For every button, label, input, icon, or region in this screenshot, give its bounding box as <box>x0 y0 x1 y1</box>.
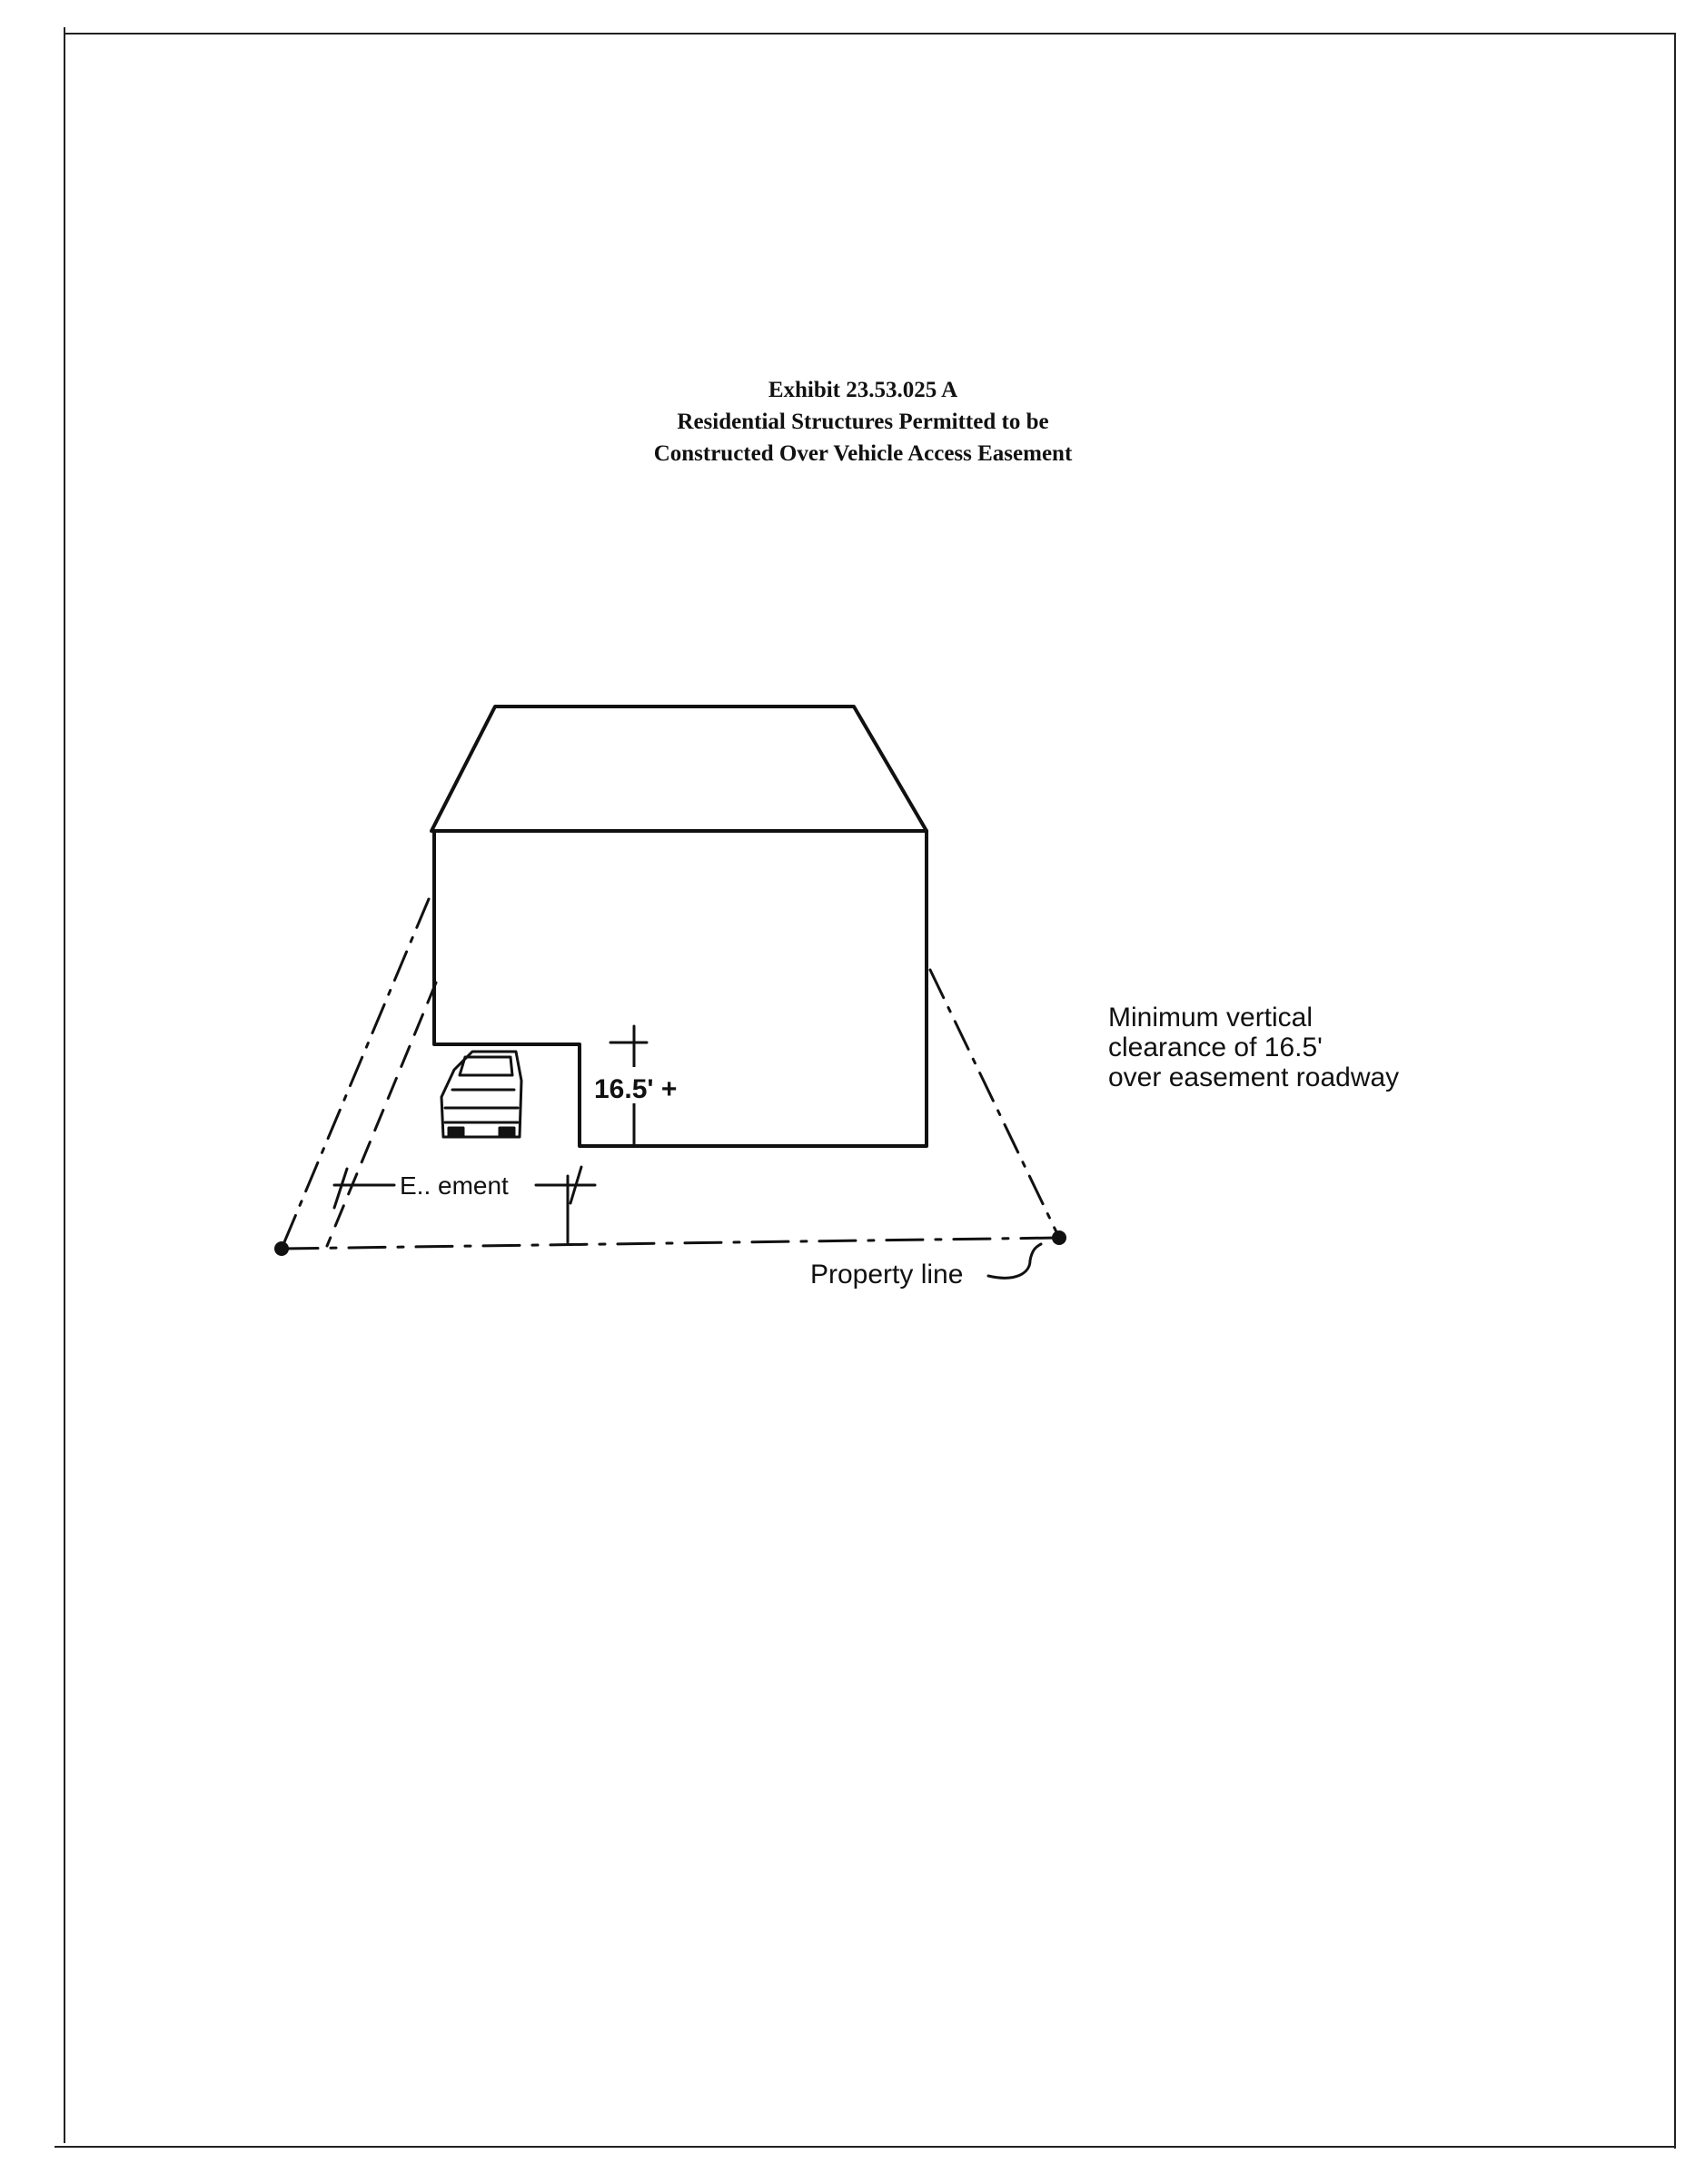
easement-inner-boundary <box>327 983 436 1246</box>
clearance-dimension-label: 16.5' + <box>594 1074 678 1104</box>
easement-label: E.. ement <box>400 1171 509 1200</box>
exhibit-title-line-1: Residential Structures Permitted to be <box>677 410 1049 434</box>
exhibit-title-line-2: Constructed Over Vehicle Access Easement <box>653 441 1073 466</box>
clearance-note-line-1: Minimum vertical <box>1108 1003 1313 1033</box>
building-roof <box>431 707 927 831</box>
property-corner-left <box>274 1241 289 1256</box>
clearance-note-line-2: clearance of 16.5' <box>1108 1033 1323 1062</box>
property-line-leader <box>988 1244 1041 1278</box>
car-icon <box>441 1052 521 1137</box>
easement-outer-boundary-right <box>930 970 1059 1238</box>
property-line <box>282 1238 1059 1249</box>
exhibit-number: Exhibit 23.53.025 A <box>768 378 958 402</box>
clearance-note-line-3: over easement roadway <box>1108 1062 1400 1092</box>
easement-dimension-tick-left <box>334 1169 347 1208</box>
property-corner-right <box>1052 1230 1066 1245</box>
property-line-label: Property line <box>810 1260 964 1290</box>
